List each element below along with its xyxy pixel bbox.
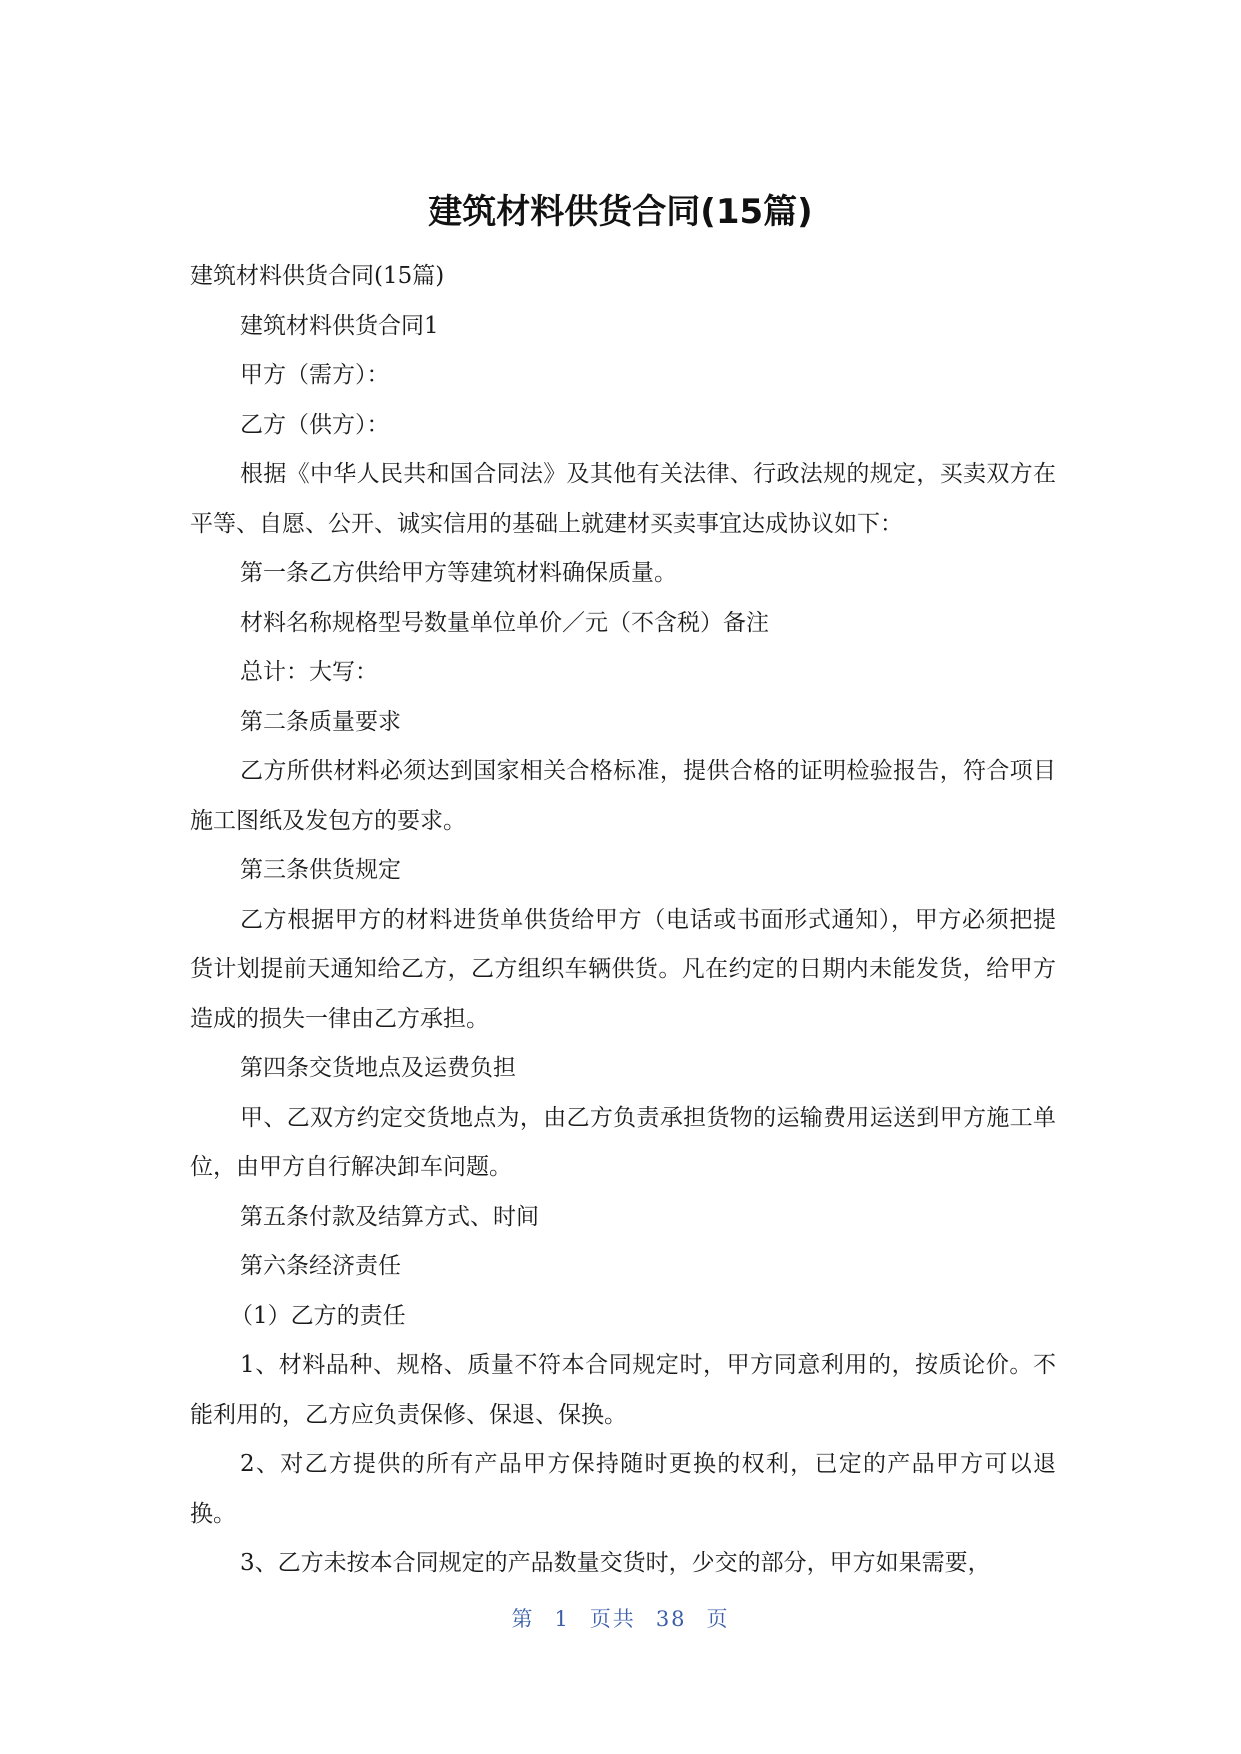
paragraph: 甲方（需方）： [240,362,390,388]
page-footer [0,1604,1241,1634]
paragraph: 乙方（供方）： [240,411,390,438]
footer-page-number: 1 [554,1607,570,1631]
paragraph: 总计：大写： [240,659,378,685]
paragraph: 第六条经济责任 [240,1253,401,1279]
paragraph: 1、材料品种、规格、质量不符本合同规定时，甲方同意利用的，按质论价。不能利用的，乙方应负责保修、保退、保换。 [190,1352,1056,1428]
paragraph: 第三条供货规定 [240,857,401,883]
paragraph: （1）乙方的责任 [230,1302,406,1329]
footer-prefix: 第 [511,1607,535,1631]
paragraph: 乙方根据甲方的材料进货单供货给甲方（电话或书面形式通知），甲方必须把提货计划提前天通知给乙方，乙方组织车辆供货。凡在约定的日期内未能发货，给甲方造成的损失一律由乙方承担。 [190,906,1056,1032]
paragraph: 第五条付款及结算方式、时间 [240,1203,539,1230]
paragraph: 3、乙方未按本合同规定的产品数量交货时，少交的部分，甲方如果需要， [240,1550,991,1576]
paragraph: 乙方所供材料必须达到国家相关合格标准，提供合格的证明检验报告，符合项目施工图纸及发包方的要求。 [190,758,1056,834]
footer-suffix: 页 [706,1607,730,1631]
footer-total-pages: 38 [655,1607,687,1631]
paragraph: 第四条交货地点及运费负担 [240,1055,516,1081]
paragraph: 材料名称规格型号数量单位单价／元（不含税）备注 [240,609,769,636]
paragraph: 甲、乙双方约定交货地点为，由乙方负责承担货物的运输费用运送到甲方施工单位，由甲方自行解决卸车问题。 [190,1104,1056,1180]
paragraph: 第一条乙方供给甲方等建筑材料确保质量。 [240,560,677,586]
paragraph: 2、对乙方提供的所有产品甲方保持随时更换的权利，已定的产品甲方可以退换。 [190,1451,1056,1527]
paragraph: 建筑材料供货合同1 [240,312,439,339]
paragraph-list [190,302,1056,1589]
document-body [190,252,1056,1589]
footer-mid: 页共 [589,1607,636,1631]
paragraph: 第二条质量要求 [240,708,401,735]
document-title: 建筑材料供货合同(15篇) [428,192,813,232]
document-subtitle: 建筑材料供货合同(15篇) [190,263,445,289]
paragraph: 根据《中华人民共和国合同法》及其他有关法律、行政法规的规定，买卖双方在平等、自愿、公开、诚实信用的基础上就建材买卖事宜达成协议如下： [190,461,1056,537]
